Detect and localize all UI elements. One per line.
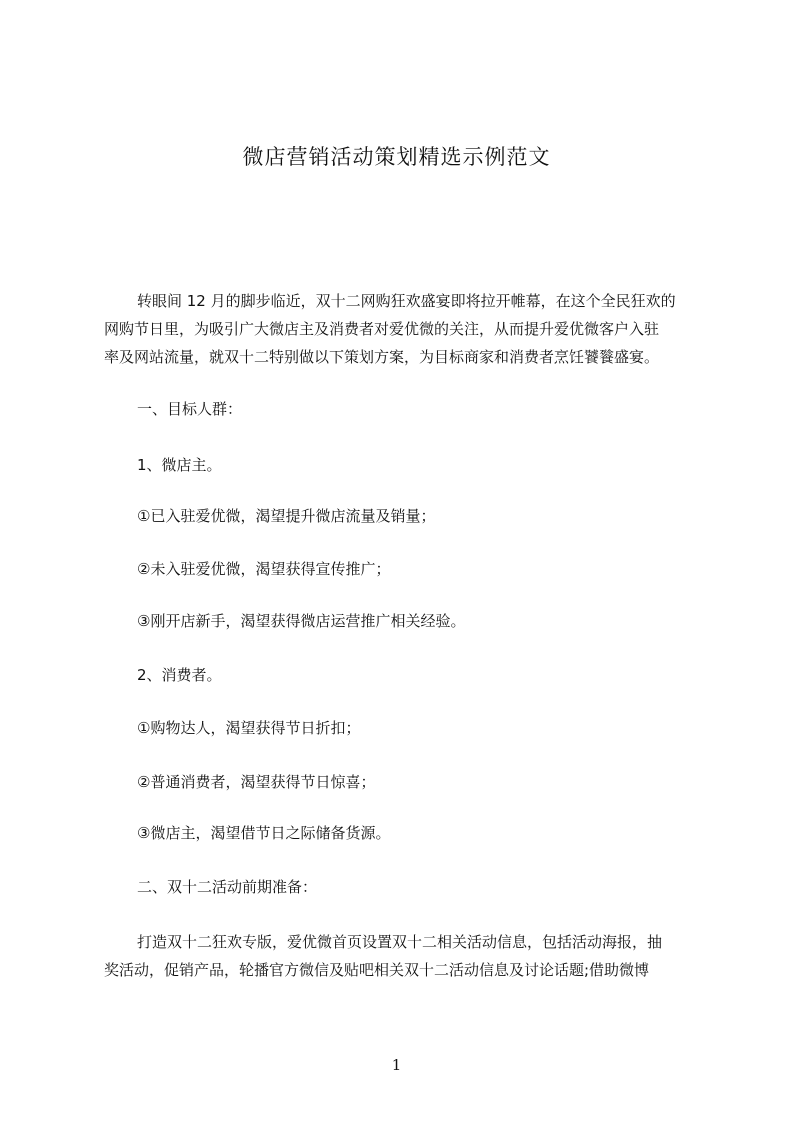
intro-line: 网购节日里，为吸引广大微店主及消费者对爱优微的关注，从而提升爱优微客户入驻 — [104, 320, 660, 338]
list-item: ①已入驻爱优微，渴望提升微店流量及销量； — [137, 507, 436, 525]
list-item: ①购物达人，渴望获得节日折扣； — [137, 719, 361, 737]
preparation-line: 打造双十二狂欢专版，爱优微首页设置双十二相关活动信息，包括活动海报，抽 — [137, 933, 663, 951]
section-heading-target-audience: 一、目标人群： — [137, 400, 243, 418]
intro-line: 转眼间 12 月的脚步临近，双十二网购狂欢盛宴即将拉开帷幕，在这个全民狂欢的 — [137, 292, 676, 310]
group-heading-consumers: 2、消费者。 — [137, 666, 222, 684]
intro-paragraph — [104, 287, 714, 371]
list-item: ②普通消费者，渴望获得节日惊喜； — [137, 773, 376, 791]
list-item: ③微店主，渴望借节日之际储备货源。 — [137, 824, 391, 842]
group-heading-shop-owners: 1、微店主。 — [137, 456, 222, 474]
intro-line: 率及网站流量，就双十二特别做以下策划方案，为目标商家和消费者烹饪饕餮盛宴。 — [104, 348, 660, 366]
page-number: 1 — [391, 1056, 402, 1074]
document-title: 微店营销活动策划精选示例范文 — [242, 145, 551, 169]
list-item: ②未入驻爱优微，渴望获得宣传推广； — [137, 560, 391, 578]
list-item: ③刚开店新手，渴望获得微店运营推广相关经验。 — [137, 612, 466, 630]
preparation-paragraph — [104, 928, 714, 984]
section-heading-preparation: 二、双十二活动前期准备： — [137, 878, 318, 896]
preparation-line: 奖活动，促销产品，轮播官方微信及贴吧相关双十二活动信息及讨论话题;借助微博 — [104, 961, 650, 979]
